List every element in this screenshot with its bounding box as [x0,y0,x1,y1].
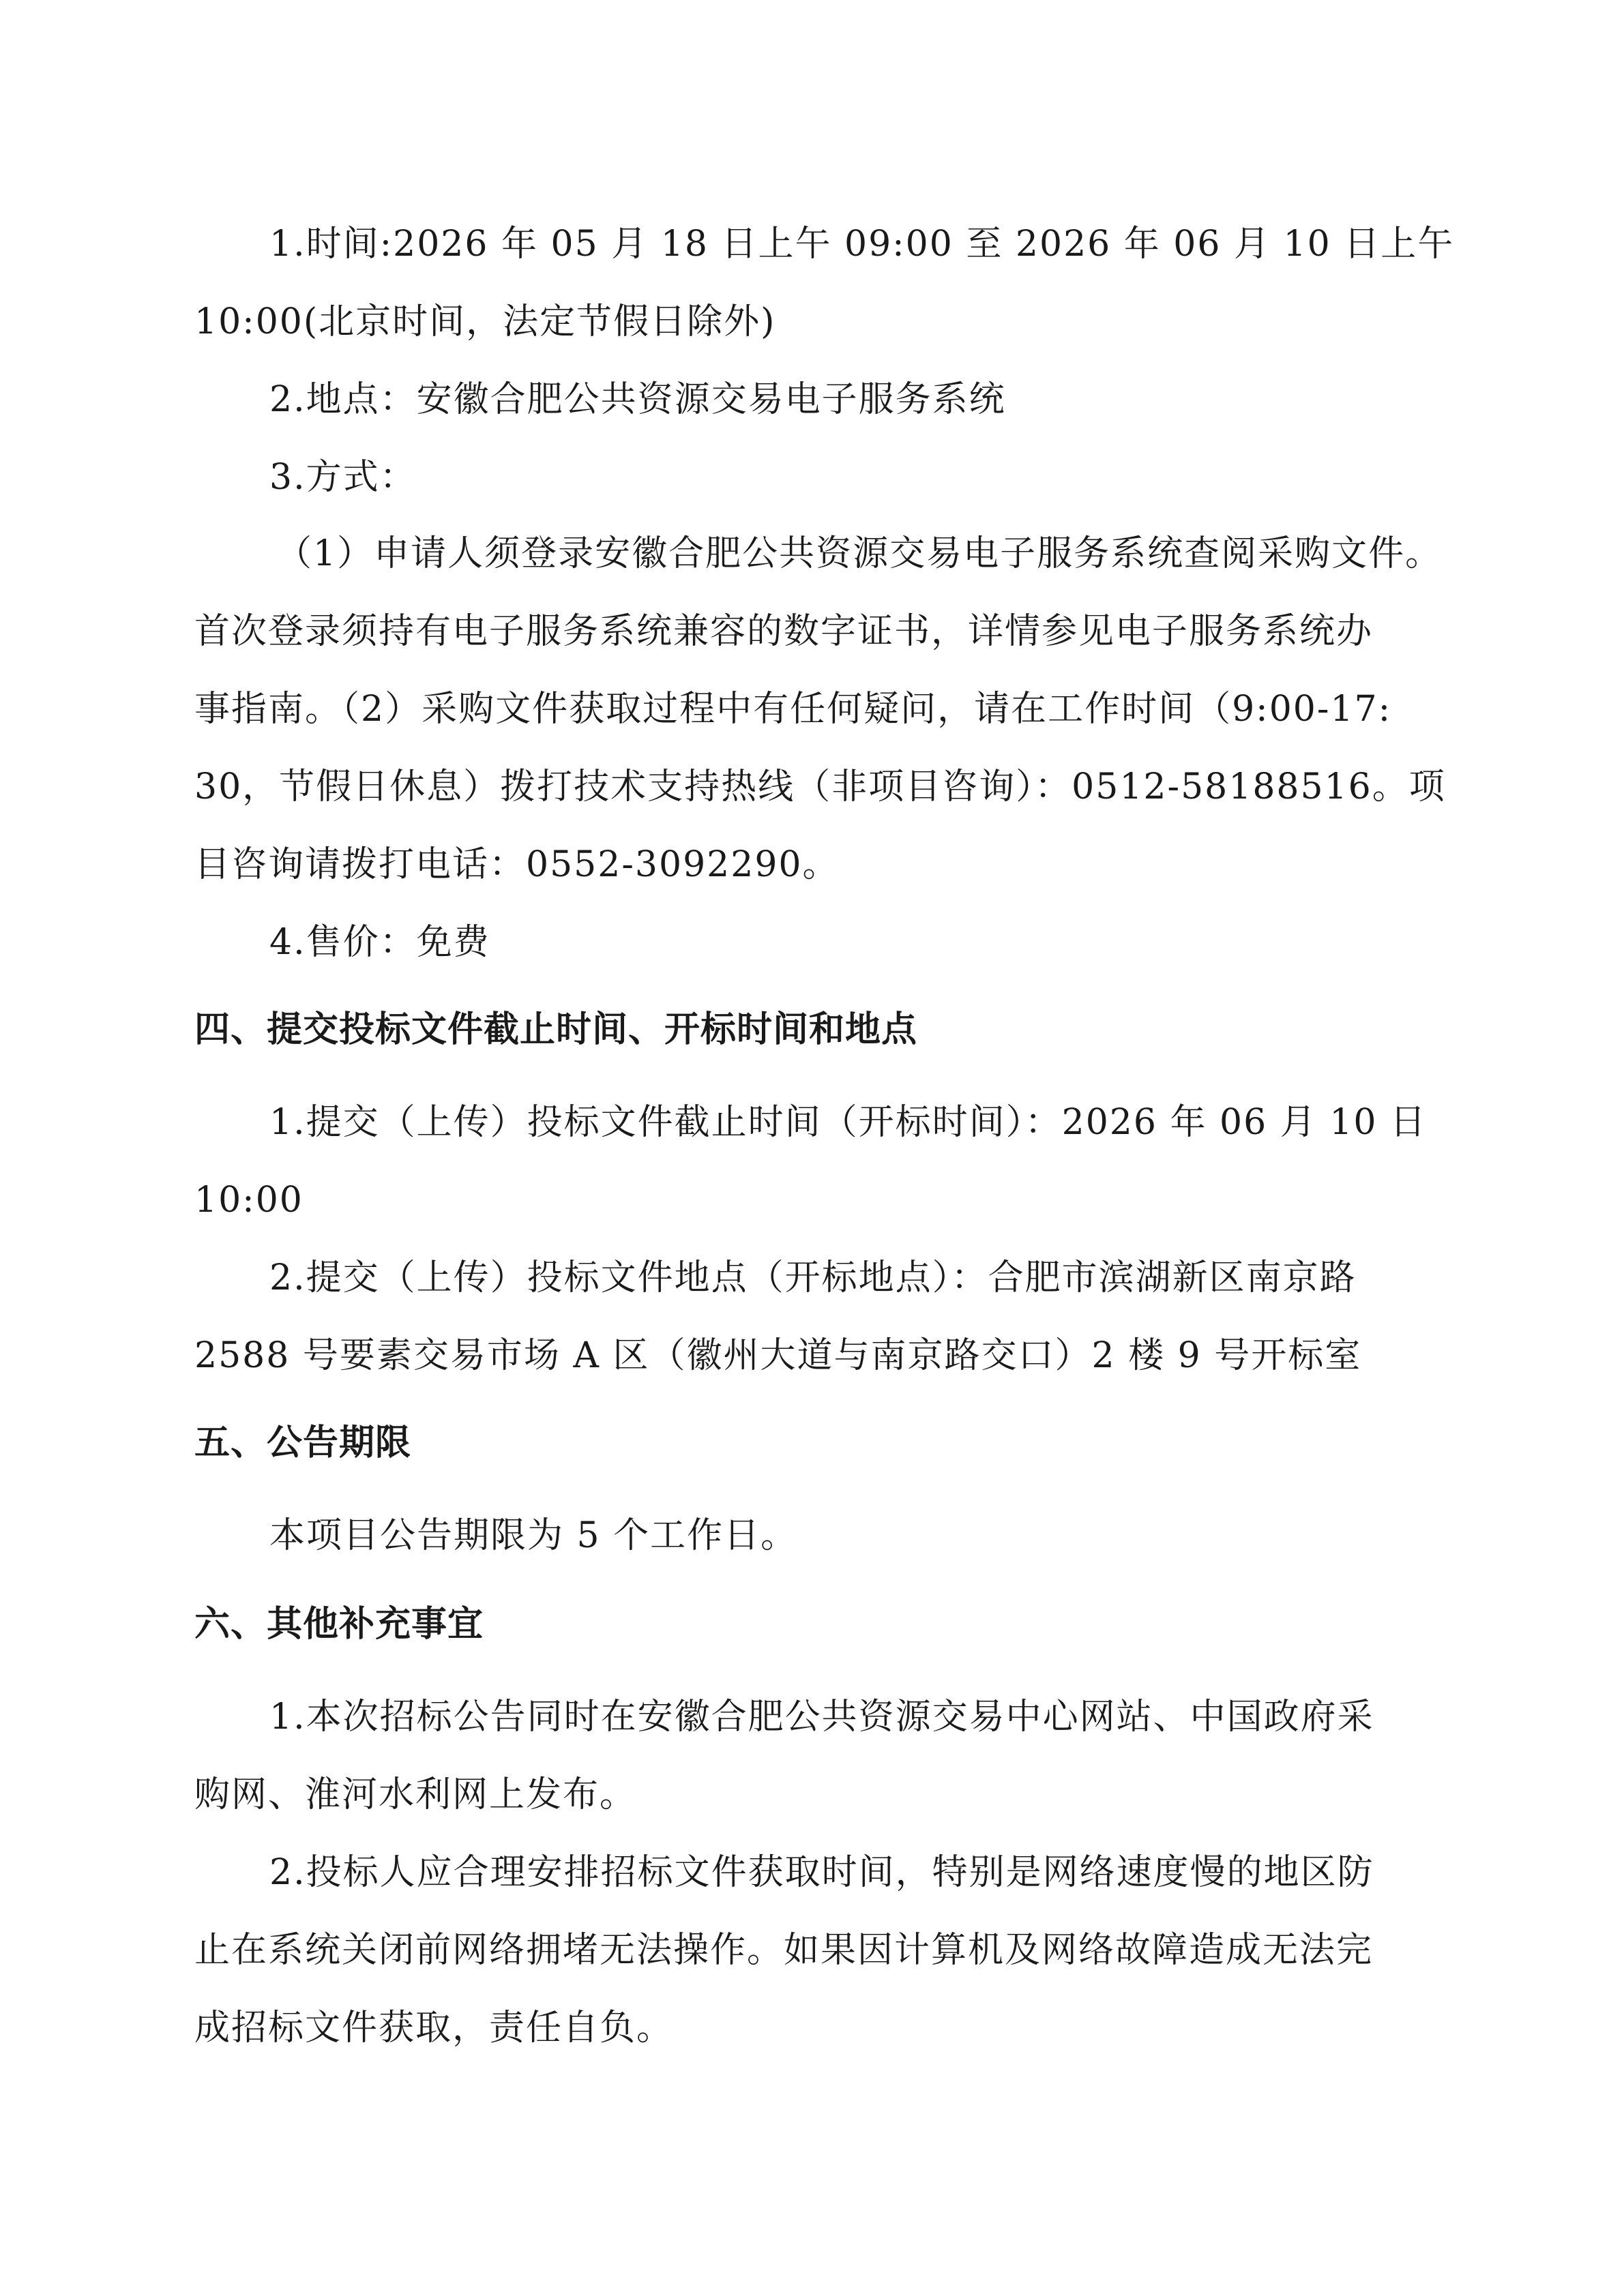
section5-text: 本项目公告期限为 5 个工作日。 [269,1515,798,1556]
section3-item3-para-line1: （1）申请人须登录安徽合肥公共资源交易电子服务系统查阅采购文件。 [276,533,1443,574]
section4-heading: 四、提交投标文件截止时间、开标时间和地点 [194,1009,918,1050]
section4-item2-line2: 2588 号要素交易市场 A 区（徽州大道与南京路交口）2 楼 9 号开标室 [194,1335,1362,1376]
section3-item1-line2: 10:00(北京时间，法定节假日除外) [194,301,776,342]
section6-item2-line2: 止在系统关闭前网络拥堵无法操作。如果因计算机及网络故障造成无法完 [194,1930,1374,1971]
section3-item3: 3.方式： [269,457,417,498]
section3-item3-para-line3: 事指南。（2）采购文件获取过程中有任何疑问，请在工作时间（9:00-17: [194,689,1392,730]
section6-heading: 六、其他补充事宜 [194,1604,484,1645]
section3-item3-para-line2: 首次登录须持有电子服务系统兼容的数字证书，详情参见电子服务系统办 [194,611,1374,652]
section4-item1-line1: 1.提交（上传）投标文件截止时间（开标时间）：2026 年 06 月 10 日 [269,1102,1427,1143]
section4-item2-line1: 2.提交（上传）投标文件地点（开标地点）：合肥市滨湖新区南京路 [269,1257,1357,1298]
section6-item1-line2: 购网、淮河水利网上发布。 [194,1774,637,1815]
section3-item4: 4.售价：免费 [269,922,490,963]
section6-item2-line1: 2.投标人应合理安排招标文件获取时间，特别是网络速度慢的地区防 [269,1852,1374,1893]
section6-item2-line3: 成招标文件获取，责任自负。 [194,2008,674,2048]
section3-item1-line1: 1.时间:2026 年 05 月 18 日上午 09:00 至 2026 年 06 月 10 日上午 [269,224,1455,265]
section3-item3-para-line5: 目咨询请拨打电话：0552-3092290。 [194,844,840,885]
section4-item1-line2: 10:00 [194,1180,304,1221]
section6-item1-line1: 1.本次招标公告同时在安徽合肥公共资源交易中心网站、中国政府采 [269,1697,1374,1738]
section5-heading: 五、公告期限 [194,1422,412,1463]
section3-item2: 2.地点：安徽合肥公共资源交易电子服务系统 [269,379,1006,420]
section3-item3-para-line4: 30，节假日休息）拨打技术支持热线（非项目咨询）：0512-58188516。项 [194,766,1446,807]
